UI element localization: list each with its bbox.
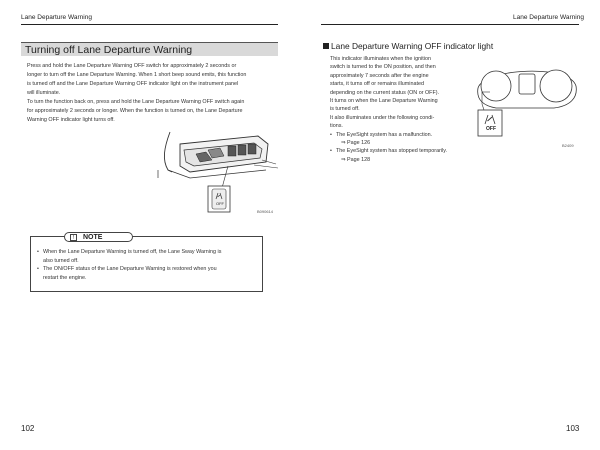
indicator-heading: Lane Departure Warning OFF indicator light — [331, 41, 494, 51]
paragraph-line: It turns on when the Lane Departure Warning — [330, 98, 438, 105]
paragraph-2-line: Warning OFF indicator light turns off. — [27, 116, 115, 123]
bullet-icon: • — [37, 249, 39, 255]
paragraph-1 — [27, 62, 282, 98]
paragraph-2-line: for approximately 2 seconds or longer. When the function is turned on, the Lane Departure — [27, 107, 243, 114]
bullet-icon: • — [37, 266, 39, 272]
note-item-line: also turned off. — [43, 257, 79, 264]
paragraph-line: tions. — [330, 123, 343, 130]
page-number-right: 103 — [566, 424, 580, 433]
paragraph-line: switch is turned to the ON position, and then — [330, 64, 436, 71]
condition-text: The EyeSight system has stopped temporarily. — [336, 148, 448, 155]
section-title: Turning off Lane Departure Warning — [21, 42, 278, 56]
page-number-left: 102 — [21, 424, 35, 433]
bullet-icon: • — [330, 148, 332, 155]
paragraph-1-line: is turned off and the Lane Departure Warning OFF indicator light on the instrument panel — [27, 80, 239, 87]
instrument-cluster-illustration — [474, 58, 580, 154]
indicator-off-label: OFF — [486, 126, 496, 132]
note-item-line: When the Lane Departure Warning is turned off, the Lane Sway Warning is — [43, 249, 222, 255]
paragraph-line: is turned off. — [330, 106, 360, 113]
page-reference: ⇒ Page 128 — [341, 156, 371, 163]
condition-item — [330, 147, 460, 155]
note-item — [37, 248, 259, 282]
lane-departure-off-icon — [214, 192, 224, 200]
header-rule-right — [321, 24, 579, 25]
figure-code-left: B090614 — [257, 209, 274, 214]
figure-code-right: B2409 — [562, 143, 574, 148]
note-label: NOTE — [64, 232, 133, 242]
paragraph-line: approximately 7 seconds after the engine — [330, 72, 429, 79]
switch-off-label: OFF — [216, 201, 224, 206]
header-rule-left — [21, 24, 278, 25]
paragraph-line: depending on the current status (ON or OFF). — [330, 89, 440, 96]
running-title-left: Lane Departure Warning — [21, 14, 92, 21]
indicator-paragraph — [330, 55, 460, 164]
condition-text: The EyeSight system has a malfunction. — [336, 131, 433, 138]
note-item-line: The ON/OFF status of the Lane Departure Warning is restored when you — [43, 266, 217, 272]
bullet-icon: • — [330, 131, 332, 138]
paragraph-line: starts, it turns off or remains illuminated — [330, 81, 424, 88]
note-icon: ! — [70, 234, 77, 241]
condition-item — [330, 131, 460, 139]
heading-square-icon — [323, 43, 329, 49]
note-item-line: restart the engine. — [43, 274, 87, 281]
paragraph-1-line: longer to turn off the Lane Departure Warning. When 1 short beep sound emits, this function — [27, 71, 247, 78]
paragraph-2 — [27, 98, 282, 125]
paragraph-line: It also illuminates under the following condi- — [330, 114, 435, 121]
paragraph-line: This indicator illuminates when the ignition — [330, 56, 431, 62]
overhead-console-illustration — [150, 130, 280, 220]
paragraph-1-line: Press and hold the Lane Departure Warning OFF switch for approximately 2 seconds or — [27, 63, 237, 69]
running-title-right: Lane Departure Warning — [513, 14, 584, 21]
page-reference: ⇒ Page 126 — [341, 140, 371, 147]
paragraph-2-line: To turn the function back on, press and hold the Lane Departure Warning OFF switch again — [27, 99, 245, 105]
paragraph-1-line: will illuminate. — [27, 89, 61, 96]
